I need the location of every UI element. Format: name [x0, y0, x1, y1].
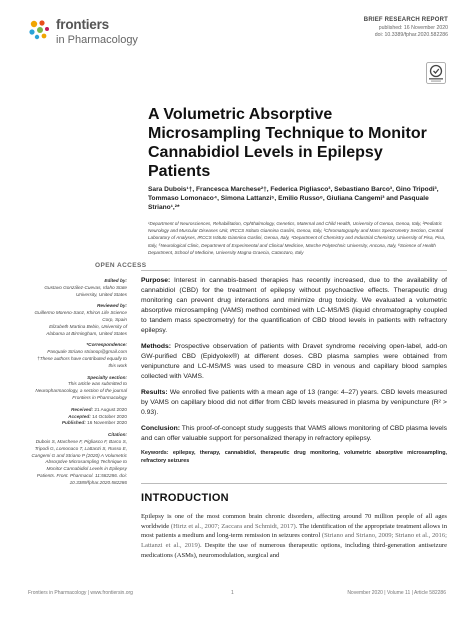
article-type: BRIEF RESEARCH REPORT [363, 17, 448, 23]
check-updates-icon [426, 62, 446, 84]
reviewer: Guillermo Moreno-Sanz, Khiron Life Science Corp, Spain [34, 310, 127, 322]
published-date: published: 16 November 2020 [378, 24, 448, 31]
abstract [141, 276, 447, 471]
specialty-section-label: Specialty section: [87, 374, 127, 380]
citation-label: Citation: [107, 432, 127, 438]
keywords: Keywords: epilepsy, therapy, cannabidiol, therapeutic drug monitoring, volumetric absorptive microsampling, refractory seizures [141, 450, 447, 465]
frontiers-logo-icon [28, 19, 50, 41]
reviewer: Elizabeth Martina Bebin, University of Alabama at Birmingham, United States [46, 323, 127, 336]
check-updates-button[interactable] [426, 62, 446, 84]
citation-link[interactable]: (Striano and Striano, 2009; Striano et al., 2016; Lattanzi et al., 2019) [141, 532, 447, 550]
divider [141, 483, 447, 484]
journal-name: in Pharmacology [56, 34, 138, 46]
open-access-label: OPEN ACCESS [95, 262, 147, 269]
author-list: Sara Dubois¹†, Francesca Marchese²†, Federica Pigliasco³, Sebastiano Barco³, Gino Tripodi³, Tommaso Lomonaco⁴, Simona Lattanzi⁵, Emilio Russo⁶, Giuliana Cangemi³ and Pasquale Striano¹,²* [148, 186, 439, 211]
sidebar [30, 278, 127, 487]
correspondence-author[interactable]: Pasquale Striano strianop@gmail.com [47, 349, 127, 355]
abstract-conclusion: Conclusion: This proof-of-concept study suggests that VAMS allows monitoring of CBD plasma levels and can offer valuable support for personalized therapy in refractory epilepsy. [141, 424, 447, 442]
page-number: 1 [231, 590, 234, 596]
issue-info: November 2020 | Volume 11 | Article 582286 [347, 590, 446, 596]
accepted-date: Accepted: 14 October 2020 [68, 413, 127, 419]
intro-paragraph: Epilepsy is one of the most common brain chronic disorders, affecting around 70 million people of all ages worldwide (Hirtz et al., 2007; Zaccara and Schmidt, 2017). The identification of the appropriate treatment allows in most patients a medium and long-term remission in seizures control (Striano and Striano, 2009; Striano et al., 2016; Lattanzi et al., 2019). Despite the use of numerous therapeutic options, including third-generation antiseizure medications (ASMs), neuromodulation, surgical and [141, 513, 447, 559]
brand-name: frontiers [56, 17, 109, 32]
journal-logo[interactable] [28, 17, 178, 51]
article-title: A Volumetric Absorptive Microsampling Technique to Monitor Cannabidiol Levels in Epilepsy Patients [148, 106, 427, 180]
published-date-sidebar: Published: 16 November 2020 [61, 420, 127, 426]
specialty-section: This article was submitted to Neuropharmacology, a section of the journal Frontiers in Pharmacology [35, 381, 127, 400]
article-meta [248, 17, 448, 40]
affiliations: ¹Department of Neurosciences, Rehabilitation, Ophthalmology, Genetics, Maternal and Child Health, University of Genoa, Genoa, Italy, ²Pediatric Neurology and Muscular Diseases Unit, IRCCS Istituto Giannina Gaslini, Genoa, Italy, ³Chromatography and Mass Spectrometry Section, Central Laboratory of Analyses, IRCCS Istituto Giannina Gaslini, Genoa, Italy, ⁴Department of Chemistry and Industrial Chemistry, University of Pisa, Pisa, Italy, ⁵Neurological Clinic, Department of Experimental and Clinical Medicine, Marche Polytechnic University, Ancona, Italy, ⁶Science of Health Department, School of Medicine, University Magna Graecia, Catanzaro, Italy [148, 221, 446, 255]
journal-url[interactable]: Frontiers in Pharmacology | www.frontiersin.org [28, 590, 133, 596]
abstract-purpose: Purpose: Interest in cannabis-based therapies has recently increased, due to the availability of cannabidiol (CBD) for the treatment of epilepsy without psychoactive effects. Therapeutic drug monitoring can prevent drug interactions and minimize drug toxicity. We evaluated a volumetric absorptive microsampling (VAMS) method combined with LC-MS/MS (liquid chromatography coupled to tandem mass spectrometry) for the quantification of CBD blood levels in patients with refractory epilepsy. [141, 277, 447, 335]
section-heading: INTRODUCTION [141, 492, 229, 504]
abstract-methods: Methods: Prospective observation of patients with Dravet syndrome receiving open-label, add-on GW-purified CBD (Epidyolex®) at different doses. CBD plasma samples were obtained from venipuncture and LC-MS/MS was used to measure CBD in venous and capillary blood samples collected with VAMS. [141, 343, 447, 381]
abstract-results: Results: We enrolled five patients with a mean age of 13 (range: 4–27) years. CBD levels measured by VAMS on capillary blood did not differ from CBD levels measured in plasma by venipuncture (R² > 0.93). [141, 388, 447, 417]
editor: Gustavo González-Cuevas, Idaho State University, United States [44, 284, 127, 297]
reviewed-by-label: Reviewed by: [97, 303, 127, 309]
correspondence-label: *Correspondence: [86, 342, 127, 348]
citation-link[interactable]: (Hirtz et al., 2007; Zaccara and Schmidt, 2017) [170, 522, 296, 530]
equal-contribution-note: †These authors have contributed equally to this work [37, 355, 127, 368]
received-date: Received: 21 August 2020 [70, 406, 127, 412]
edited-by-label: Edited by: [104, 278, 127, 283]
article-doi[interactable]: doi: 10.3389/fphar.2020.582286 [374, 32, 448, 38]
divider [141, 270, 447, 271]
citation: Dubois S, Marchese F, Pigliasco F, Barco S, Tripodi G, Lomonaco T, Lattanzi S, Russo E, Cangemi G and Striano P (2020) A Volumetric Absorptive Microsampling Technique to Monitor Cannabidiol Levels in Epilepsy Patients. Front. Pharmacol. 11:582286. doi: 10.3389/fphar.2020.582286 [31, 438, 127, 485]
